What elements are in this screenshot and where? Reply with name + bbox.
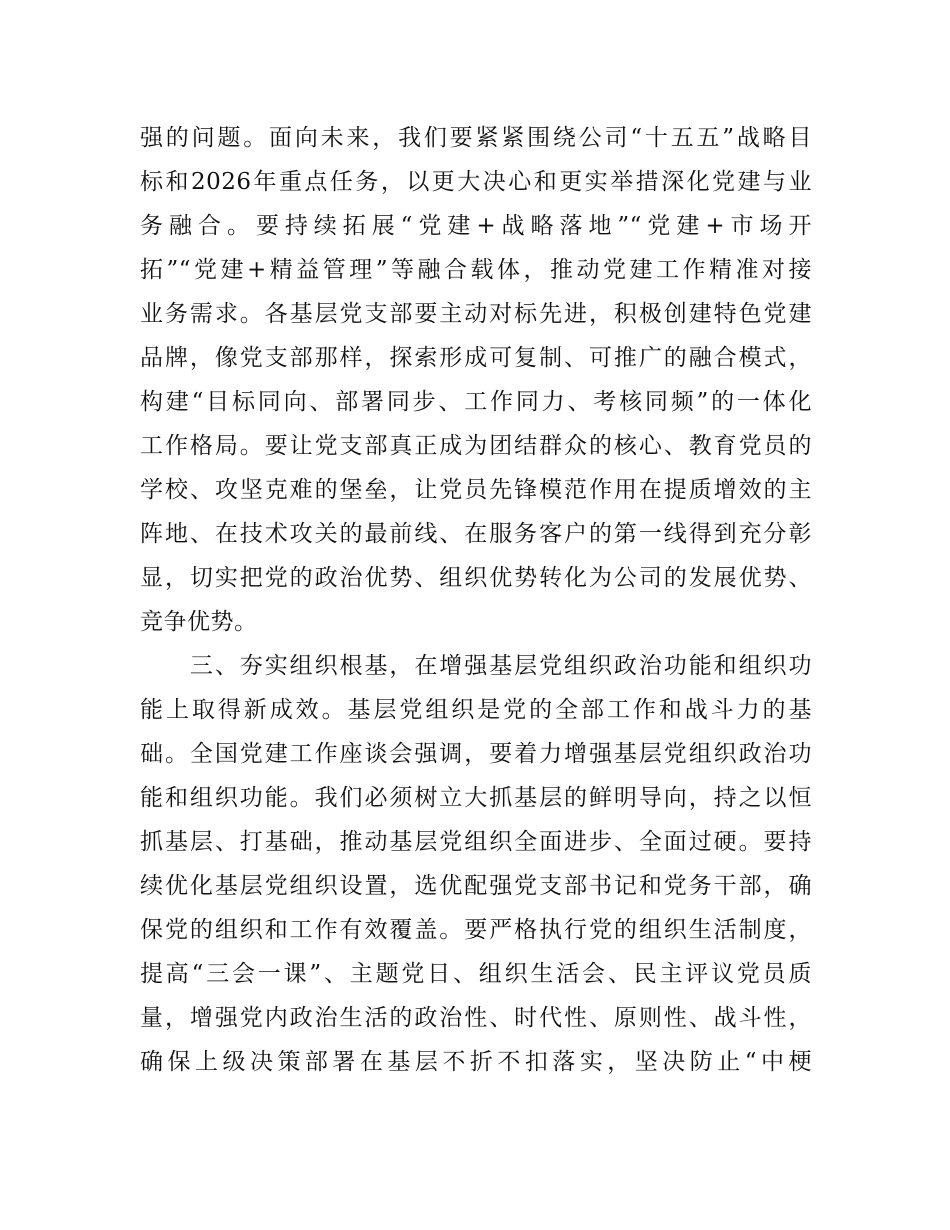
text-line: 竞争优势。 (140, 609, 258, 635)
text-line: 务融合。要持续拓展“党建+战略落地”“党建+市场开 (140, 213, 812, 239)
text-line: 础。全国党建工作座谈会强调，要着力增强基层党组织政治功 (140, 741, 812, 767)
text-line: 显，切实把党的政治优势、组织优势转化为公司的发展优势、 (140, 565, 812, 591)
text-line: 强的问题。面向未来，我们要紧紧围绕公司“十五五”战略目 (140, 125, 812, 151)
text-line: 提高“三会一课”、主题党日、组织生活会、民主评议党员质 (140, 961, 812, 987)
paragraph-strategy-integration (140, 116, 812, 644)
text-line: 抓基层、打基础，推动基层党组织全面进步、全面过硬。要持 (140, 829, 812, 855)
text-line: 能和组织功能。我们必须树立大抓基层的鲜明导向，持之以恒 (140, 785, 812, 811)
text-line: 学校、攻坚克难的堡垒，让党员先锋模范作用在提质增效的主 (140, 477, 812, 503)
text-line: 阵地、在技术攻关的最前线、在服务客户的第一线得到充分彰 (140, 521, 812, 547)
text-line: 标和2026年重点任务，以更大决心和更实举措深化党建与业 (140, 169, 812, 195)
text-line: 确保上级决策部署在基层不折不扣落实，坚决防止“中梗 (140, 1049, 812, 1075)
text-line: 续优化基层党组织设置，选优配强党支部书记和党务干部，确 (140, 873, 812, 899)
text-line: 品牌，像党支部那样，探索形成可复制、可推广的融合模式， (140, 345, 812, 371)
text-line: 保党的组织和工作有效覆盖。要严格执行党的组织生活制度， (140, 917, 812, 943)
text-line: 构建“目标同向、部署同步、工作同力、考核同频”的一体化 (140, 389, 812, 415)
text-line: 三、夯实组织根基，在增强基层党组织政治功能和组织功 (140, 653, 812, 679)
text-line: 拓”“党建+精益管理”等融合载体，推动党建工作精准对接 (140, 257, 812, 283)
paragraph-organization-foundation (140, 644, 812, 1084)
text-line: 能上取得新成效。基层党组织是党的全部工作和战斗力的基 (140, 697, 812, 723)
text-line: 工作格局。要让党支部真正成为团结群众的核心、教育党员的 (140, 433, 812, 459)
text-line: 量，增强党内政治生活的政治性、时代性、原则性、战斗性， (140, 1005, 812, 1031)
text-line: 业务需求。各基层党支部要主动对标先进，积极创建特色党建 (140, 301, 812, 327)
